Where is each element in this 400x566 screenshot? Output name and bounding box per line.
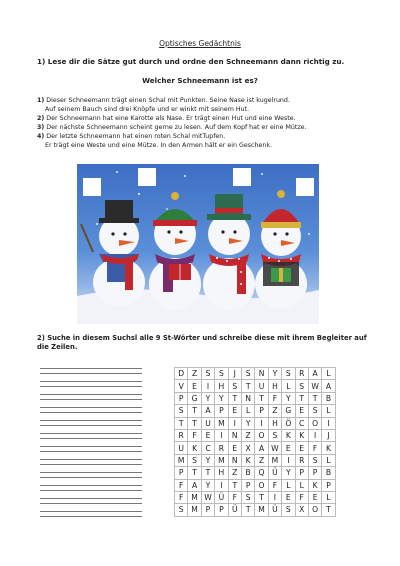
grid-cell[interactable]: S (308, 405, 321, 417)
task-2-instruction: 2) Suche in diesem Suchsl alle 9 St-Wörter und schreibe diese mit ihrem Begleiter auf die Zeilen. (37, 334, 367, 351)
grid-cell[interactable]: R (175, 429, 188, 441)
grid-cell[interactable]: M (255, 504, 268, 516)
grid-cell[interactable]: S (228, 380, 241, 392)
grid-cell[interactable]: U (255, 380, 268, 392)
answer-box-2[interactable] (138, 168, 156, 186)
grid-cell[interactable]: P (255, 405, 268, 417)
grid-cell[interactable]: A (201, 405, 214, 417)
grid-cell[interactable]: T (255, 491, 268, 503)
grid-row (175, 479, 336, 491)
grid-cell[interactable]: N (255, 368, 268, 380)
grid-cell[interactable]: I (228, 417, 241, 429)
grid-cell[interactable]: T (228, 479, 241, 491)
grid-cell[interactable]: T (308, 392, 321, 404)
grid-cell[interactable]: P (215, 504, 228, 516)
clue-continuation: Er trägt eine Weste und eine Mütze. In den Armen hält er ein Geschenk. (45, 142, 272, 149)
grid-cell[interactable]: T (255, 392, 268, 404)
grid-cell[interactable]: N (228, 429, 241, 441)
answer-line[interactable] (40, 405, 142, 418)
grid-cell[interactable]: P (308, 467, 321, 479)
clue-3 (37, 123, 367, 132)
grid-cell[interactable]: S (175, 504, 188, 516)
grid-row (175, 454, 336, 466)
grid-cell[interactable]: X (295, 504, 308, 516)
grid-cell[interactable]: I (215, 479, 228, 491)
grid-cell[interactable]: E (188, 380, 201, 392)
grid-cell[interactable]: E (308, 491, 321, 503)
grid-cell[interactable]: T (188, 467, 201, 479)
clue-2 (37, 114, 367, 123)
grid-cell[interactable]: K (295, 429, 308, 441)
answer-box-1[interactable] (83, 178, 101, 196)
answer-line[interactable] (40, 444, 142, 457)
grid-cell[interactable]: L (322, 368, 335, 380)
grid-cell[interactable]: K (308, 479, 321, 491)
grid-cell[interactable]: Y (268, 368, 281, 380)
grid-cell[interactable]: R (215, 442, 228, 454)
grid-cell[interactable]: E (201, 429, 214, 441)
grid-row (175, 442, 336, 454)
grid-cell[interactable]: O (308, 504, 321, 516)
grid-cell[interactable]: F (268, 392, 281, 404)
grid-row (175, 491, 336, 503)
grid-cell[interactable]: J (322, 429, 335, 441)
grid-cell[interactable]: W (268, 442, 281, 454)
grid-cell[interactable]: P (322, 479, 335, 491)
answer-box-4[interactable] (296, 178, 314, 196)
answer-line[interactable] (40, 418, 142, 431)
grid-cell[interactable]: J (228, 368, 241, 380)
grid-cell[interactable]: O (255, 479, 268, 491)
grid-cell[interactable]: T (201, 467, 214, 479)
grid-cell[interactable]: K (322, 442, 335, 454)
grid-cell[interactable]: F (268, 479, 281, 491)
answer-line[interactable] (40, 509, 142, 522)
grid-cell[interactable]: T (241, 504, 254, 516)
answer-line[interactable] (40, 470, 142, 483)
grid-cell[interactable]: F (295, 491, 308, 503)
answer-line[interactable] (40, 392, 142, 405)
grid-cell[interactable]: Q (255, 467, 268, 479)
grid-cell[interactable]: L (241, 405, 254, 417)
grid-cell[interactable]: Z (188, 368, 201, 380)
grid-cell[interactable]: V (175, 380, 188, 392)
grid-cell[interactable]: S (201, 368, 214, 380)
grid-cell[interactable]: I (255, 417, 268, 429)
grid-cell[interactable]: N (241, 392, 254, 404)
grid-cell[interactable]: Ü (268, 504, 281, 516)
grid-cell[interactable]: I (201, 380, 214, 392)
grid-cell[interactable]: L (322, 454, 335, 466)
grid-cell[interactable]: Y (201, 479, 214, 491)
grid-cell[interactable]: K (241, 454, 254, 466)
answer-line[interactable] (40, 379, 142, 392)
grid-cell[interactable]: S (215, 368, 228, 380)
clue-continuation: Auf seinem Bauch sind drei Knöpfe und er winkt mit seinem Hut. (45, 106, 250, 113)
grid-row (175, 380, 336, 392)
grid-cell[interactable]: T (188, 405, 201, 417)
answer-line[interactable] (40, 483, 142, 496)
grid-cell[interactable]: Z (241, 429, 254, 441)
clue-number: 1) (37, 97, 45, 104)
grid-cell[interactable]: S (308, 454, 321, 466)
clue-list (37, 96, 367, 150)
grid-cell[interactable]: L (282, 380, 295, 392)
answer-box-3[interactable] (233, 168, 251, 186)
grid-cell[interactable]: P (201, 504, 214, 516)
answer-lines (40, 366, 142, 522)
grid-cell[interactable]: G (282, 405, 295, 417)
grid-cell[interactable]: B (322, 467, 335, 479)
grid-cell[interactable]: O (308, 417, 321, 429)
clue-text: Dieser Schneemann trägt einen Schal mit Punkten. Seine Nase ist kugelrund. (44, 97, 290, 104)
page-title: Optisches Gedächtnis (159, 39, 241, 48)
grid-row (175, 368, 336, 380)
grid-cell[interactable]: F (175, 491, 188, 503)
answer-line[interactable] (40, 457, 142, 470)
snowmen-illustration (77, 164, 319, 324)
grid-cell[interactable]: C (295, 417, 308, 429)
grid-cell[interactable]: S (241, 491, 254, 503)
grid-cell[interactable]: P (241, 479, 254, 491)
grid-cell[interactable]: S (175, 405, 188, 417)
grid-cell[interactable]: H (268, 380, 281, 392)
grid-cell[interactable]: F (228, 491, 241, 503)
clue-text: Der Schneemann hat eine Karotte als Nase. Er trägt einen Hut und eine Weste. (44, 115, 296, 122)
grid-cell[interactable]: A (322, 380, 335, 392)
grid-cell[interactable]: T (175, 417, 188, 429)
grid-cell[interactable]: Y (201, 392, 214, 404)
grid-cell[interactable]: Ü (215, 491, 228, 503)
snowmen-picture (77, 164, 319, 324)
grid-cell[interactable]: H (268, 417, 281, 429)
grid-cell[interactable]: M (215, 454, 228, 466)
grid-cell[interactable]: Y (282, 467, 295, 479)
grid-cell[interactable]: T (322, 504, 335, 516)
grid-cell[interactable]: K (188, 442, 201, 454)
grid-cell[interactable]: I (268, 491, 281, 503)
grid-cell[interactable]: M (188, 504, 201, 516)
grid-cell[interactable]: R (295, 368, 308, 380)
grid-cell[interactable]: P (215, 405, 228, 417)
grid-cell[interactable]: K (282, 429, 295, 441)
answer-line[interactable] (40, 366, 142, 379)
grid-cell[interactable]: T (295, 392, 308, 404)
grid-cell[interactable]: T (188, 417, 201, 429)
grid-cell[interactable]: A (188, 479, 201, 491)
grid-cell[interactable]: D (175, 368, 188, 380)
grid-cell[interactable]: P (175, 467, 188, 479)
grid-cell[interactable]: E (228, 405, 241, 417)
grid-cell[interactable]: M (215, 417, 228, 429)
clue-number: 4) (37, 133, 45, 140)
grid-cell[interactable]: Z (268, 405, 281, 417)
grid-cell[interactable]: L (282, 479, 295, 491)
grid-cell[interactable]: E (282, 491, 295, 503)
grid-cell[interactable]: E (282, 442, 295, 454)
grid-cell[interactable]: S (241, 368, 254, 380)
clue-number: 2) (37, 115, 45, 122)
grid-cell[interactable]: Ü (228, 504, 241, 516)
grid-cell[interactable]: E (295, 442, 308, 454)
grid-cell[interactable]: S (282, 504, 295, 516)
clue-1 (37, 96, 367, 114)
grid-cell[interactable]: Y (282, 392, 295, 404)
question-heading: Welcher Schneemann ist es? (142, 76, 258, 85)
grid-cell[interactable]: O (255, 429, 268, 441)
grid-cell[interactable]: I (215, 429, 228, 441)
grid-cell[interactable]: I (322, 417, 335, 429)
word-search-grid (174, 367, 336, 517)
clue-text: Der nächste Schneemann scheint gerne zu lesen. Auf dem Kopf hat er eine Mütze. (44, 124, 307, 131)
grid-cell[interactable]: Y (241, 417, 254, 429)
grid-cell[interactable]: W (201, 491, 214, 503)
grid-cell[interactable]: R (295, 454, 308, 466)
grid-cell[interactable]: I (308, 429, 321, 441)
grid-cell[interactable]: L (322, 491, 335, 503)
grid-cell[interactable]: U (201, 417, 214, 429)
grid-row (175, 405, 336, 417)
grid-cell[interactable]: B (322, 392, 335, 404)
clue-number: 3) (37, 124, 45, 131)
grid-cell[interactable]: Y (201, 454, 214, 466)
clue-4 (37, 132, 367, 150)
grid-cell[interactable]: T (241, 380, 254, 392)
grid-cell[interactable]: E (228, 442, 241, 454)
grid-cell[interactable]: G (188, 392, 201, 404)
grid-cell[interactable]: Z (228, 467, 241, 479)
grid-cell[interactable]: F (308, 442, 321, 454)
grid-cell[interactable]: U (175, 442, 188, 454)
grid-cell[interactable]: A (255, 442, 268, 454)
grid-row (175, 417, 336, 429)
grid-cell[interactable]: A (308, 368, 321, 380)
grid-cell[interactable]: Y (215, 392, 228, 404)
grid-cell[interactable]: M (268, 454, 281, 466)
grid-row (175, 504, 336, 516)
answer-line[interactable] (40, 496, 142, 509)
grid-cell[interactable]: S (295, 380, 308, 392)
grid-cell[interactable]: N (228, 454, 241, 466)
grid-cell[interactable]: W (308, 380, 321, 392)
grid-cell[interactable]: M (175, 454, 188, 466)
grid-cell[interactable]: F (175, 479, 188, 491)
grid-cell[interactable]: L (295, 479, 308, 491)
grid-cell[interactable]: F (188, 429, 201, 441)
grid-row (175, 467, 336, 479)
clue-text: Der letzte Schneemann hat einen roten Schal mitTupfen. (44, 133, 226, 140)
grid-cell[interactable]: S (188, 454, 201, 466)
grid-cell[interactable]: T (228, 392, 241, 404)
grid-cell[interactable]: M (188, 491, 201, 503)
grid-cell[interactable]: Ö (282, 417, 295, 429)
grid-cell[interactable]: Z (255, 454, 268, 466)
grid-cell[interactable]: E (295, 405, 308, 417)
grid-cell[interactable]: Ü (268, 467, 281, 479)
answer-line[interactable] (40, 431, 142, 444)
grid-cell[interactable]: L (322, 405, 335, 417)
grid-cell[interactable]: C (201, 442, 214, 454)
grid-cell[interactable]: B (241, 467, 254, 479)
grid-cell[interactable]: S (268, 429, 281, 441)
grid-cell[interactable]: P (295, 467, 308, 479)
grid-cell[interactable]: H (215, 380, 228, 392)
grid-cell[interactable]: H (215, 467, 228, 479)
grid-cell[interactable]: S (282, 368, 295, 380)
grid-cell[interactable]: X (241, 442, 254, 454)
task-1-instruction: 1) Lese dir die Sätze gut durch und ordne den Schneemann dann richtig zu. (37, 57, 345, 66)
grid-cell[interactable]: P (175, 392, 188, 404)
grid-row (175, 392, 336, 404)
grid-cell[interactable]: I (282, 454, 295, 466)
grid-row (175, 429, 336, 441)
